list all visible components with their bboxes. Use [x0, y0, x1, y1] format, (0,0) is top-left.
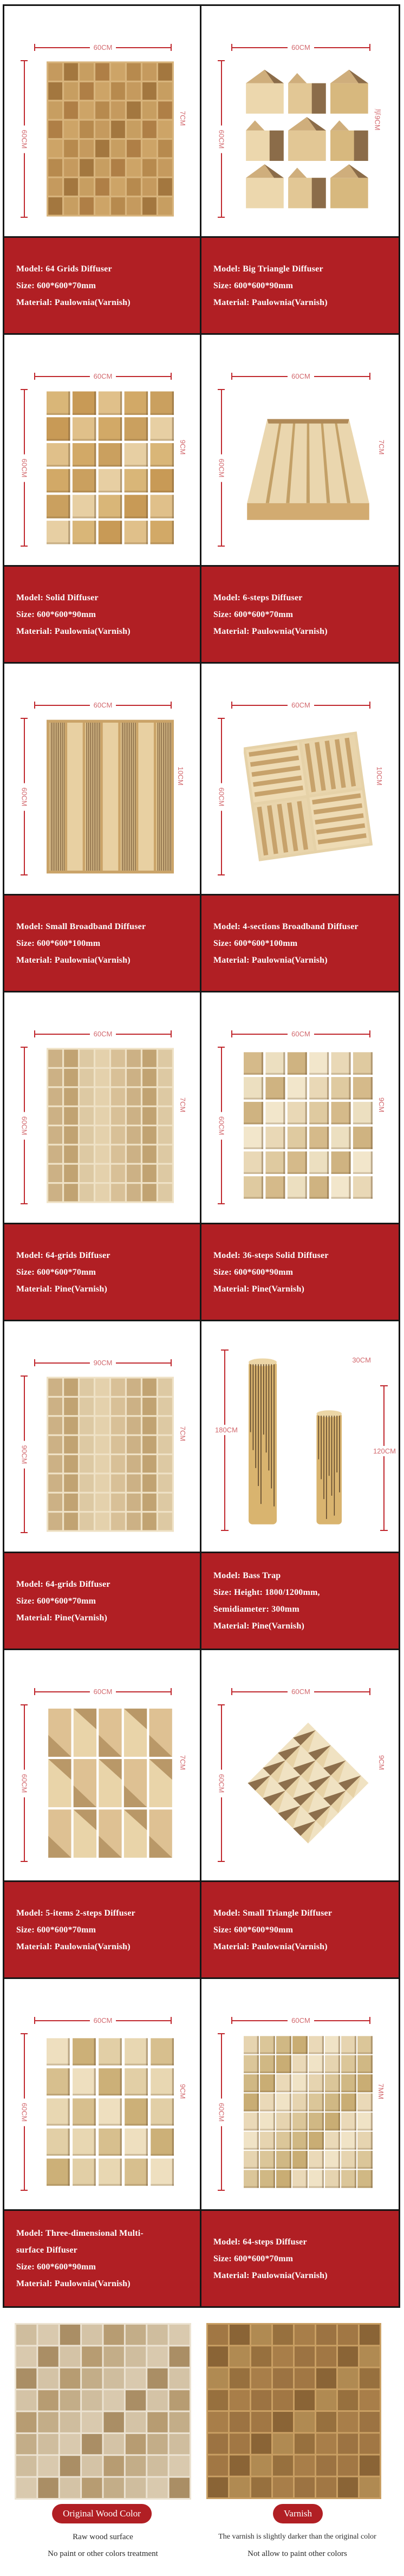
product-info-banner [201, 1224, 399, 1320]
product-spec-line: Size: Height: 1800/1200mm, [213, 1588, 320, 1597]
product-spec-line: Size: 600*600*90mm [213, 281, 294, 290]
dimension-tick [369, 1030, 370, 1037]
height-dimension [21, 2033, 28, 2191]
product-image-cell [201, 1650, 399, 1880]
width-dimension [34, 373, 172, 380]
product-image-cell [201, 335, 399, 565]
height-label: 60CM [20, 454, 28, 482]
dimension-tick [21, 546, 28, 547]
dimension-tick [369, 2017, 370, 2024]
height-dimension [218, 1704, 225, 1862]
product-spec-line: Size: 600*600*70mm [16, 1596, 96, 1606]
catalog-image-row [4, 1979, 399, 2209]
dimension-line [314, 376, 369, 377]
raw-wood-photo [15, 2323, 191, 2500]
product-info-banner [4, 2211, 201, 2306]
product-image-cell [4, 1979, 201, 2209]
dimension-line [314, 705, 369, 706]
product-spec-line: Model: Small Triangle Diffuser [213, 1908, 333, 1918]
width-label: 60CM [291, 2016, 310, 2025]
product-info-banner [4, 1553, 201, 1649]
height-dimension [218, 389, 225, 547]
product-photo [244, 385, 373, 551]
catalog-banner-row [4, 894, 399, 992]
dimension-line [232, 2020, 288, 2021]
dimension-tick [218, 217, 225, 218]
product-spec-line: Size: 600*600*70mm [213, 2254, 294, 2263]
height-label: 60CM [20, 2098, 28, 2126]
finish-comparison-section [0, 2312, 404, 2576]
dimension-line [35, 1362, 90, 1364]
depth-label: 7CM [178, 1426, 187, 1441]
catalog-image-row [4, 6, 399, 236]
depth-label: 10CM [177, 766, 185, 786]
dimension-line [35, 1691, 90, 1692]
product-spec-line: Model: Solid Diffuser [16, 593, 99, 602]
dimension-line [232, 1034, 288, 1035]
catalog-image-row [4, 992, 399, 1223]
product-spec-line: Model: Small Broadband Diffuser [16, 922, 146, 931]
height-label: 60CM [20, 1769, 28, 1797]
dimension-tick [21, 874, 28, 875]
dimension-line [232, 1691, 288, 1692]
height-dimension [218, 1047, 225, 1204]
catalog-banner-row [4, 565, 399, 664]
height-label: 60CM [217, 1112, 225, 1139]
dimension-tick [218, 546, 225, 547]
dimension-tick [369, 373, 370, 380]
width-label: 60CM [93, 372, 113, 380]
dimension-line [314, 1691, 369, 1692]
product-info-banner [4, 896, 201, 991]
width-dimension [231, 373, 370, 380]
product-info-banner [4, 1882, 201, 1977]
width-dimension [34, 2017, 172, 2024]
height-dimension [21, 718, 28, 875]
dimension-line [314, 2020, 369, 2021]
product-info-banner [4, 1224, 201, 1320]
product-spec-line: Size: 600*600*70mm [213, 609, 294, 619]
product-photo [244, 1042, 373, 1209]
catalog-banner-row [4, 1880, 399, 1979]
height-label: 90CM [20, 1441, 28, 1468]
dimension-line [35, 47, 90, 48]
width-label: 60CM [93, 1030, 113, 1038]
dimension-line [116, 47, 171, 48]
dimension-tick [21, 217, 28, 218]
dimension-line [116, 1362, 171, 1364]
product-spec-line: Size: 600*600*90mm [16, 609, 96, 619]
height-dimension [218, 2033, 225, 2191]
dimension-tick [218, 1203, 225, 1204]
dimension-line [116, 705, 171, 706]
diameter-label: 30CM [350, 1355, 373, 1365]
dimension-tick [171, 44, 172, 51]
product-spec-line: Size: 600*600*70mm [16, 1267, 96, 1277]
width-dimension [231, 702, 370, 709]
product-image-cell [4, 335, 201, 565]
height-dimension [21, 389, 28, 547]
width-dimension [231, 1030, 370, 1037]
height-dimension [218, 60, 225, 218]
depth-label: 9CM [377, 1755, 386, 1770]
product-spec-line: Model: 64-grids Diffuser [16, 1579, 110, 1589]
product-image-cell [4, 664, 201, 894]
tall-height-dimension-line [224, 1349, 225, 1531]
product-photo [244, 1700, 373, 1866]
dimension-tick [369, 1688, 370, 1695]
catalog-banner-row [4, 1552, 399, 1650]
width-dimension [34, 44, 172, 51]
product-info-banner [201, 2211, 399, 2306]
height-label: 60CM [217, 454, 225, 482]
dimension-line [35, 1034, 90, 1035]
height-dimension [218, 718, 225, 875]
width-dimension [231, 2017, 370, 2024]
product-spec-line: Model: 36-steps Solid Diffuser [213, 1250, 329, 1260]
width-dimension [34, 702, 172, 709]
product-spec-line: Size: 600*600*90mm [213, 1925, 294, 1935]
product-spec-line: Material: Paulownia(Varnish) [213, 297, 328, 307]
product-spec-line: Size: 600*600*70mm [16, 281, 96, 290]
product-catalog [3, 4, 400, 2308]
height-label: 60CM [20, 125, 28, 153]
product-spec-line: Material: Paulownia(Varnish) [213, 1942, 328, 1951]
dimension-tick [218, 1861, 225, 1862]
product-info-banner [4, 238, 201, 333]
product-image-cell [201, 1321, 399, 1552]
varnish-caption-2: Not allow to paint other colors [247, 2549, 347, 2558]
height-label: 60CM [217, 2098, 225, 2126]
product-image-cell [201, 992, 399, 1223]
width-label: 60CM [93, 43, 113, 51]
raw-wood-caption-1: Raw wood surface [73, 2533, 133, 2541]
depth-label: 7CM [178, 1755, 187, 1770]
dimension-tick [21, 1532, 28, 1533]
product-spec-line: Size: 600*600*70mm [16, 1925, 96, 1935]
dimension-tick [21, 2190, 28, 2191]
product-info-banner [201, 1553, 399, 1649]
product-spec-line: Model: Big Triangle Diffuser [213, 264, 323, 274]
product-image-cell [4, 992, 201, 1223]
product-info-banner [201, 1882, 399, 1977]
product-spec-line: Model: Three-dimensional Multi-surface Diffuser [16, 2229, 144, 2255]
dimension-line [314, 1034, 369, 1035]
dimension-tick [171, 1359, 172, 1366]
product-spec-line: Model: 6-steps Diffuser [213, 593, 303, 602]
width-label: 60CM [291, 372, 310, 380]
product-spec-line: Model: 64-grids Diffuser [16, 1250, 110, 1260]
dimension-tick [218, 2190, 225, 2191]
product-spec-line: Material: Pine(Varnish) [213, 1284, 304, 1294]
dimension-line [116, 1691, 171, 1692]
width-dimension [231, 44, 370, 51]
width-label: 60CM [291, 701, 310, 709]
varnish-badge: Varnish [273, 2504, 323, 2523]
height-dimension [21, 1375, 28, 1533]
raw-wood-caption-2: No paint or other colors treatment [48, 2549, 158, 2558]
product-spec-line: Material: Pine(Varnish) [16, 1284, 107, 1294]
product-photo [47, 2029, 174, 2195]
product-spec-line: Material: Paulownia(Varnish) [16, 2279, 131, 2288]
catalog-image-row [4, 335, 399, 565]
dimension-line [35, 376, 90, 377]
product-image-cell [201, 664, 399, 894]
dimension-tick [369, 702, 370, 709]
product-spec-line: Model: 64 Grids Diffuser [16, 264, 112, 274]
height-label: 60CM [217, 783, 225, 810]
original-wood-color-badge: Original Wood Color [52, 2504, 152, 2523]
width-label: 60CM [291, 1688, 310, 1696]
varnish-photo [206, 2323, 381, 2499]
height-label: 60CM [217, 1769, 225, 1797]
width-dimension [34, 1030, 172, 1037]
width-label: 90CM [93, 1359, 113, 1367]
catalog-banner-row [4, 236, 399, 335]
width-label: 60CM [93, 701, 113, 709]
product-spec-line: Material: Paulownia(Varnish) [16, 297, 131, 307]
product-image-cell [201, 1979, 399, 2209]
depth-label: 9CM [178, 2084, 187, 2099]
depth-label: 7CM [178, 1097, 187, 1112]
product-spec-line: Model: Bass Trap [213, 1571, 281, 1580]
dimension-line [314, 47, 369, 48]
catalog-image-row [4, 664, 399, 894]
product-spec-line: Model: 64-steps Diffuser [213, 2237, 307, 2247]
width-label: 60CM [291, 1030, 310, 1038]
product-photo [47, 385, 174, 551]
product-info-banner [4, 567, 201, 662]
height-label: 60CM [20, 1112, 28, 1139]
product-image-cell [4, 1650, 201, 1880]
dimension-tick [171, 1688, 172, 1695]
dimension-line [35, 705, 90, 706]
varnish-caption-1: The varnish is slightly darker than the original color [218, 2533, 376, 2541]
catalog-image-row [4, 1650, 399, 1880]
height-label: 60CM [217, 125, 225, 153]
width-label: 60CM [291, 43, 310, 51]
dimension-tick [171, 1030, 172, 1037]
product-photo [47, 1371, 174, 1537]
width-dimension [231, 1688, 370, 1695]
product-photo [47, 56, 174, 222]
dimension-tick [369, 44, 370, 51]
height-dimension [21, 1047, 28, 1204]
product-photo [244, 713, 373, 880]
dimension-line [116, 1034, 171, 1035]
product-spec-line: Size: 600*600*100mm [213, 938, 298, 948]
catalog-image-row [4, 1321, 399, 1552]
product-spec-line: Material: Paulownia(Varnish) [16, 626, 131, 636]
catalog-banner-row [4, 1223, 399, 1321]
height-label: 60CM [20, 783, 28, 810]
product-info-banner [201, 238, 399, 333]
product-image-cell [4, 6, 201, 236]
product-info-banner [201, 567, 399, 662]
product-spec-line: Size: 600*600*90mm [213, 1267, 294, 1277]
width-label: 60CM [93, 1688, 113, 1696]
dimension-tick [21, 1203, 28, 1204]
product-spec-line: Material: Paulownia(Varnish) [213, 2270, 328, 2280]
width-dimension [34, 1359, 172, 1366]
dimension-tick [218, 874, 225, 875]
height-dimension [21, 1704, 28, 1862]
height-dimension [21, 60, 28, 218]
catalog-banner-row [4, 2209, 399, 2306]
dimension-line [232, 376, 288, 377]
product-photo [235, 1344, 365, 1540]
width-dimension [34, 1688, 172, 1695]
product-spec-line: Material: Paulownia(Varnish) [213, 955, 328, 965]
short-height-dimension-line [383, 1385, 385, 1531]
product-image-cell [4, 1321, 201, 1552]
product-photo [47, 713, 174, 880]
dimension-line [116, 2020, 171, 2021]
dimension-tick [171, 2017, 172, 2024]
product-photo [244, 2029, 373, 2195]
product-spec-line: Material: Paulownia(Varnish) [16, 955, 131, 965]
depth-label: 7CM [178, 111, 187, 126]
product-spec-line: Model: 4-sections Broadband Diffuser [213, 922, 359, 931]
product-spec-line: Size: 600*600*90mm [16, 2262, 96, 2272]
product-spec-line: Material: Paulownia(Varnish) [213, 626, 328, 636]
product-photo [244, 56, 373, 222]
product-info-banner [201, 896, 399, 991]
dimension-line [232, 47, 288, 48]
product-spec-line: Material: Pine(Varnish) [213, 1621, 304, 1631]
dimension-tick [171, 373, 172, 380]
depth-label: 7MM [377, 2083, 386, 2099]
product-image-cell [201, 6, 399, 236]
product-spec-line: Semidiameter: 300mm [213, 1605, 299, 1614]
product-spec-line: Size: 600*600*100mm [16, 938, 101, 948]
depth-label: 9CM [178, 439, 187, 455]
width-label: 60CM [93, 2016, 113, 2025]
dimension-line [35, 2020, 90, 2021]
dimension-line [116, 376, 171, 377]
dimension-tick [21, 1861, 28, 1862]
depth-label: 9CM [377, 1097, 386, 1112]
product-spec-line: Material: Pine(Varnish) [16, 1613, 107, 1623]
short-height-label: 120CM [372, 1446, 398, 1456]
product-photo [47, 1700, 174, 1866]
product-spec-line: Model: 5-items 2-steps Diffuser [16, 1908, 135, 1918]
dimension-line [232, 705, 288, 706]
depth-label: 厚9CM [373, 108, 382, 131]
depth-label: 10CM [375, 766, 384, 786]
product-spec-line: Material: Paulownia(Varnish) [16, 1942, 131, 1951]
depth-label: 7CM [377, 439, 386, 455]
dimension-tick [171, 702, 172, 709]
tall-height-label: 180CM [213, 1425, 239, 1435]
product-photo [47, 1042, 174, 1209]
